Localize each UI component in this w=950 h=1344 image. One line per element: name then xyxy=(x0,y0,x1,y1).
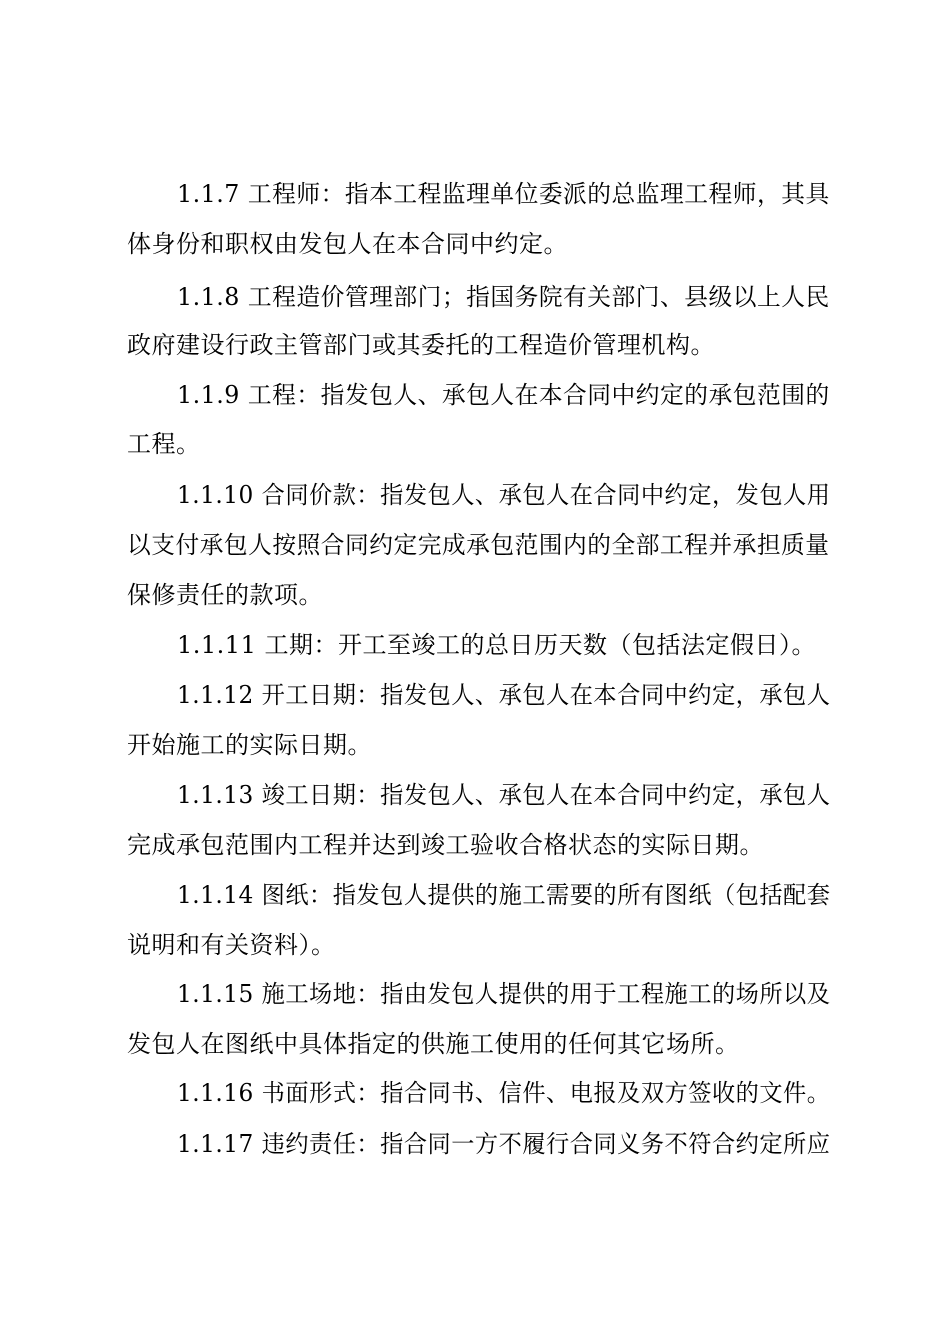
text-line: 1.1.7 工程师：指本工程监理单位委派的总监理工程师，其具 xyxy=(177,180,830,208)
text-line: 1.1.13 竣工日期：指发包人、承包人在本合同中约定，承包人 xyxy=(177,781,831,809)
text-line: 完成承包范围内工程并达到竣工验收合格状态的实际日期。 xyxy=(127,831,764,859)
text-line: 发包人在图纸中具体指定的供施工使用的任何其它场所。 xyxy=(127,1030,740,1058)
text-line: 开始施工的实际日期。 xyxy=(127,731,372,759)
text-line: 以支付承包人按照合同约定完成承包范围内的全部工程并承担质量 xyxy=(127,531,830,559)
text-line: 说明和有关资料）。 xyxy=(127,931,336,959)
text-line: 1.1.9 工程：指发包人、承包人在本合同中约定的承包范围的 xyxy=(177,381,830,409)
text-line: 1.1.11 工期：开工至竣工的总日历天数（包括法定假日）。 xyxy=(177,631,816,659)
text-line: 1.1.12 开工日期：指发包人、承包人在本合同中约定，承包人 xyxy=(177,681,831,709)
text-line: 1.1.15 施工场地：指由发包人提供的用于工程施工的场所以及 xyxy=(177,980,831,1008)
text-line: 1.1.8 工程造价管理部门；指国务院有关部门、县级以上人民 xyxy=(177,283,830,311)
text-line: 体身份和职权由发包人在本合同中约定。 xyxy=(127,230,568,258)
text-line: 1.1.14 图纸：指发包人提供的施工需要的所有图纸（包括配套 xyxy=(177,881,831,909)
text-line: 工程。 xyxy=(127,430,201,458)
text-line: 1.1.10 合同价款：指发包人、承包人在合同中约定，发包人用 xyxy=(177,481,831,509)
text-line: 1.1.16 书面形式：指合同书、信件、电报及双方签收的文件。 xyxy=(177,1079,831,1107)
text-line: 保修责任的款项。 xyxy=(127,581,323,609)
text-line: 政府建设行政主管部门或其委托的工程造价管理机构。 xyxy=(127,331,715,359)
text-line: 1.1.17 违约责任：指合同一方不履行合同义务不符合约定所应 xyxy=(177,1130,831,1158)
